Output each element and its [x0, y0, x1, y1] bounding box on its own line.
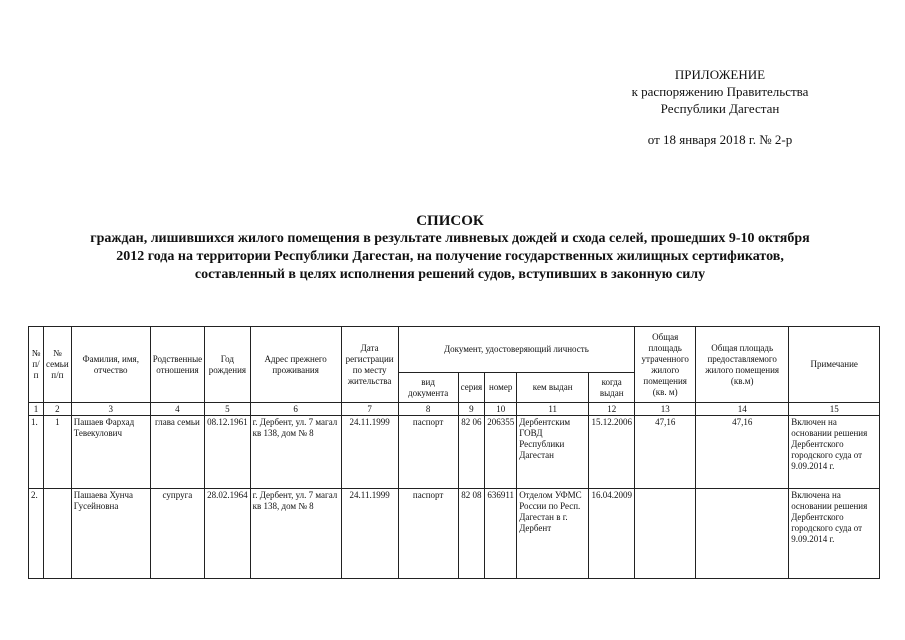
cell-doc-type: паспорт — [398, 489, 458, 579]
header-num: № п/п — [29, 327, 44, 403]
cell-num: 1. — [29, 416, 44, 489]
title-line-2: 2012 года на территории Республики Дагестан, на получение государственных жилищных сертификатов, — [116, 249, 784, 264]
cell-number: 636911 — [485, 489, 517, 579]
column-number: 4 — [150, 403, 204, 416]
column-number: 15 — [789, 403, 880, 416]
column-number: 3 — [71, 403, 150, 416]
cell-series: 82 06 — [458, 416, 485, 489]
appendix-heading: ПРИЛОЖЕНИЕ — [674, 67, 766, 82]
cell-name: Пашаева Хунча Гусейновна — [71, 489, 150, 579]
column-number: 13 — [635, 403, 696, 416]
column-number: 5 — [205, 403, 251, 416]
header-name: Фамилия, имя, отчество — [71, 327, 150, 403]
appendix-line-decree: к распоряжению Правительства — [631, 84, 809, 99]
cell-reg-date: 24.11.1999 — [341, 416, 398, 489]
cell-doc-type: паспорт — [398, 416, 458, 489]
cell-address: г. Дербент, ул. 7 магал кв 138, дом № 8 — [250, 416, 341, 489]
column-number: 9 — [458, 403, 485, 416]
cell-relation: глава семьи — [150, 416, 204, 489]
column-number: 14 — [696, 403, 789, 416]
cell-name: Пашаев Фархад Тевекулович — [71, 416, 150, 489]
document-title — [20, 212, 880, 284]
cell-relation: супруга — [150, 489, 204, 579]
column-number: 10 — [485, 403, 517, 416]
citizens-table — [28, 326, 880, 579]
cell-issued-by: Отделом УФМС России по Респ. Дагестан в г. Дербент — [517, 489, 589, 579]
cell-number: 206355 — [485, 416, 517, 489]
column-number: 12 — [589, 403, 635, 416]
header-doc-type: вид документа — [398, 373, 458, 403]
cell-note: Включена на основании решения Дербентского городского суда от 9.09.2014 г. — [789, 489, 880, 579]
appendix-line-republic: Республики Дагестан — [660, 101, 780, 116]
column-number-row — [29, 403, 880, 416]
cell-num: 2. — [29, 489, 44, 579]
column-number: 6 — [250, 403, 341, 416]
cell-provided-area: 47,16 — [696, 416, 789, 489]
cell-note: Включен на основании решения Дербентского городского суда от 9.09.2014 г. — [789, 416, 880, 489]
header-relation: Родственные отношения — [150, 327, 204, 403]
header-birth-year: Год рождения — [205, 327, 251, 403]
column-number: 1 — [29, 403, 44, 416]
cell-provided-area — [696, 489, 789, 579]
appendix-date-number: от 18 января 2018 г. № 2-р — [647, 132, 793, 147]
header-provided-area: Общая площадь предоставляемого жилого помещения (кв.м) — [696, 327, 789, 403]
cell-birth-date: 28.02.1964 — [205, 489, 251, 579]
cell-issued-date: 15.12.2006 — [589, 416, 635, 489]
cell-family-num: 1 — [44, 416, 72, 489]
cell-family-num — [44, 489, 72, 579]
header-id-document: Документ, удостоверяющий личность — [398, 327, 635, 373]
header-issued-by: кем выдан — [517, 373, 589, 403]
table-row — [29, 416, 880, 489]
header-number: номер — [485, 373, 517, 403]
cell-reg-date: 24.11.1999 — [341, 489, 398, 579]
title-line-3: составленный в целях исполнения решений судов, вступивших в законную силу — [194, 267, 706, 282]
header-series: серия — [458, 373, 485, 403]
cell-lost-area: 47,16 — [635, 416, 696, 489]
column-number: 2 — [44, 403, 72, 416]
title-heading: СПИСОК — [416, 213, 484, 229]
title-line-1: граждан, лишившихся жилого помещения в результате ливневых дождей и схода селей, прошедших 9-10 октября — [90, 231, 810, 246]
column-number: 8 — [398, 403, 458, 416]
header-lost-area: Общая площадь утраченного жилого помещения (кв. м) — [635, 327, 696, 403]
header-note: Примечание — [789, 327, 880, 403]
table-row — [29, 489, 880, 579]
header-family-num: № семьи п/п — [44, 327, 72, 403]
cell-series: 82 08 — [458, 489, 485, 579]
cell-address: г. Дербент, ул. 7 магал кв 138, дом № 8 — [250, 489, 341, 579]
column-number: 7 — [341, 403, 398, 416]
column-number: 11 — [517, 403, 589, 416]
header-prev-address: Адрес прежнего проживания — [250, 327, 341, 403]
header-issued-date: когда выдан — [589, 373, 635, 403]
appendix-block — [600, 66, 840, 148]
cell-lost-area — [635, 489, 696, 579]
header-reg-date: Дата регистрации по месту жительства — [341, 327, 398, 403]
cell-birth-date: 08.12.1961 — [205, 416, 251, 489]
cell-issued-by: Дербентским ГОВД Республики Дагестан — [517, 416, 589, 489]
cell-issued-date: 16.04.2009 — [589, 489, 635, 579]
